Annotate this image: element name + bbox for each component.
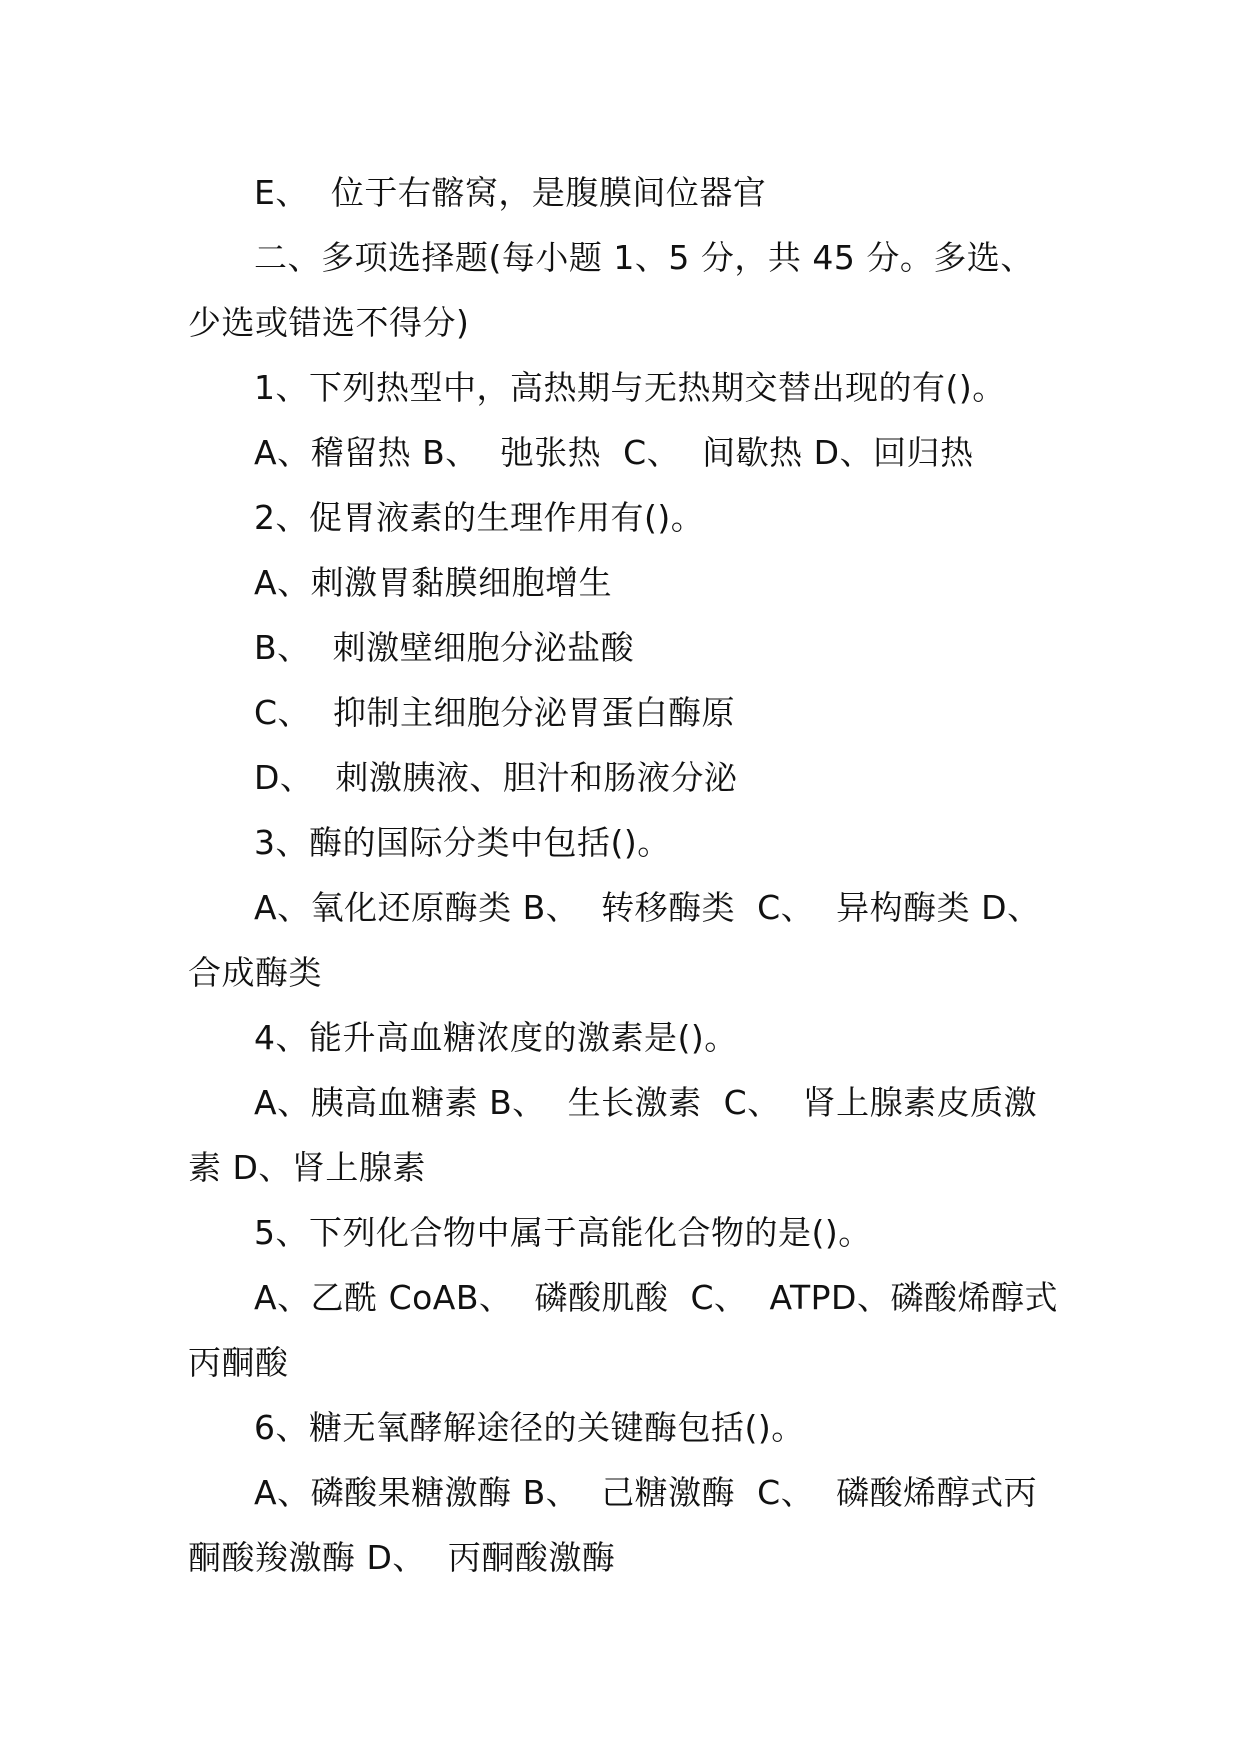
question-2: 2、促胃液素的生理作用有()。 bbox=[254, 498, 705, 537]
section-heading-line-2: 少选或错选不得分) bbox=[188, 303, 470, 342]
question-3: 3、酶的国际分类中包括()。 bbox=[254, 823, 671, 862]
question-3-options-line-1: A、氧化还原酶类 B、 转移酶类 C、 异构酶类 D、 bbox=[254, 888, 1041, 927]
question-6-options-line-1: A、磷酸果糖激酶 B、 己糖激酶 C、 磷酸烯醇式丙 bbox=[254, 1473, 1038, 1512]
question-2-option-d: D、 刺激胰液、胆汁和肠液分泌 bbox=[254, 758, 738, 797]
question-5-options-line-1: A、乙酰 CoAB、 磷酸肌酸 C、 ATPD、磷酸烯醇式 bbox=[254, 1278, 1058, 1317]
question-4-options-line-1: A、胰高血糖素 B、 生长激素 C、 肾上腺素皮质激 bbox=[254, 1083, 1038, 1122]
question-2-option-c: C、 抑制主细胞分泌胃蛋白酶原 bbox=[254, 693, 736, 732]
question-4-options-line-2: 素 D、肾上腺素 bbox=[188, 1148, 426, 1187]
question-3-options-line-2: 合成酶类 bbox=[188, 953, 322, 992]
question-5-options-line-2: 丙酮酸 bbox=[188, 1343, 289, 1382]
document-body bbox=[188, 160, 1058, 1590]
question-1: 1、下列热型中，高热期与无热期交替出现的有()。 bbox=[254, 368, 1006, 407]
question-4: 4、能升高血糖浓度的激素是()。 bbox=[254, 1018, 738, 1057]
question-6-options-line-2: 酮酸羧激酶 D、 丙酮酸激酶 bbox=[188, 1538, 616, 1577]
question-1-options: A、稽留热 B、 弛张热 C、 间歇热 D、回归热 bbox=[254, 433, 974, 472]
section-heading-line-1: 二、多项选择题(每小题 1、5 分，共 45 分。多选、 bbox=[254, 238, 1034, 277]
option-e-line: E、 位于右髂窝，是腹膜间位器官 bbox=[254, 173, 767, 212]
question-6: 6、糖无氧酵解途径的关键酶包括()。 bbox=[254, 1408, 805, 1447]
question-2-option-b: B、 刺激壁细胞分泌盐酸 bbox=[254, 628, 635, 667]
question-5: 5、下列化合物中属于高能化合物的是()。 bbox=[254, 1213, 872, 1252]
question-2-option-a: A、刺激胃黏膜细胞增生 bbox=[254, 563, 613, 602]
